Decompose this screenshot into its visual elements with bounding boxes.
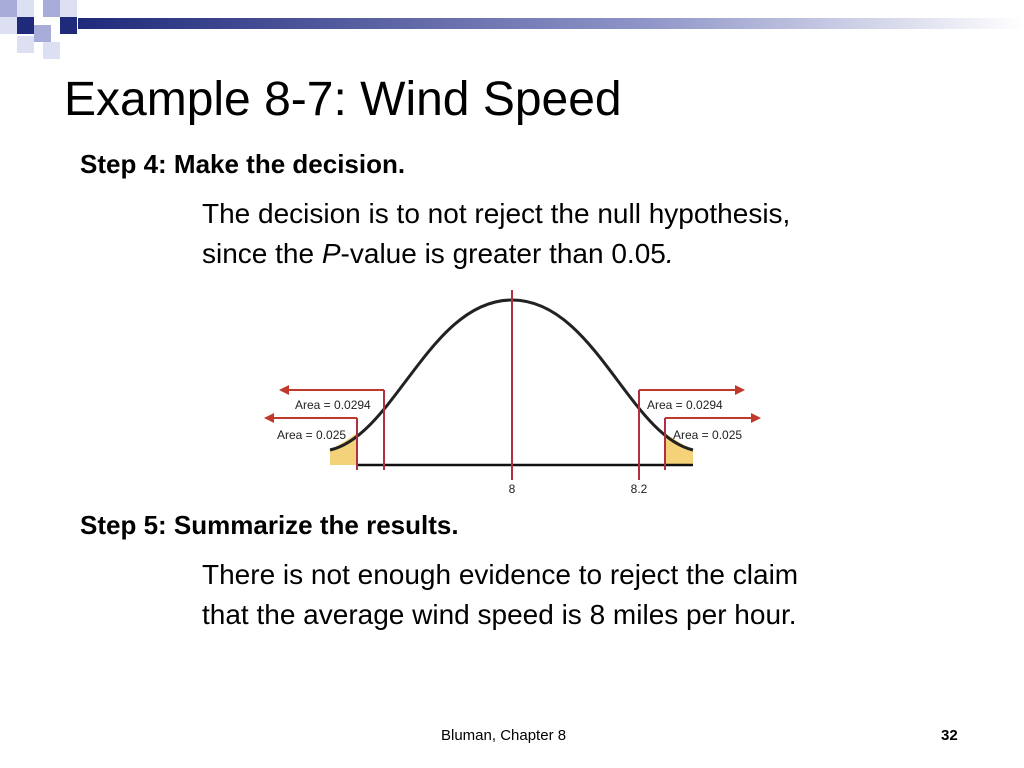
- right-alpha-arrowhead: [751, 413, 761, 423]
- step4-line2: [202, 234, 790, 274]
- tick-label-sample: 8.2: [630, 482, 648, 496]
- slide-title: Example 8-7: Wind Speed: [64, 73, 622, 126]
- left-pvalue-label: Area = 0.0294: [295, 398, 371, 412]
- deco-square: [0, 0, 17, 17]
- step4-heading: Step 4: Make the decision.: [80, 149, 406, 179]
- tick-label-mean: 8: [508, 482, 516, 496]
- right-alpha-label: Area = 0.025: [673, 428, 743, 442]
- right-pvalue-label: Area = 0.0294: [647, 398, 723, 412]
- right-pvalue-arrowhead: [735, 385, 745, 395]
- step5-line2: that the average wind speed is 8 miles per hour.: [202, 599, 797, 630]
- step4-body: [202, 194, 790, 274]
- p-symbol: P: [321, 238, 341, 269]
- normal-curve-diagram: [255, 285, 775, 500]
- deco-square: [60, 0, 77, 17]
- header-band: [78, 18, 1024, 29]
- footer-source: Bluman, Chapter 8: [441, 727, 567, 744]
- deco-square: [17, 36, 34, 53]
- step4-line1: The decision is to not reject the null hypothesis,: [202, 198, 791, 229]
- step5-body: [202, 555, 798, 635]
- deco-square: [43, 0, 60, 17]
- step5-line1: There is not enough evidence to reject the claim: [202, 559, 799, 590]
- header-decoration: [0, 0, 1024, 60]
- deco-square: [43, 42, 60, 59]
- normal-distribution-figure: [255, 285, 775, 500]
- step4-line2-suffix: -value is greater than 0.05: [340, 238, 666, 269]
- step4-line2-prefix: since the: [202, 238, 322, 269]
- step4-line2-end: .: [665, 238, 674, 269]
- deco-square: [17, 0, 34, 17]
- deco-square: [34, 25, 51, 42]
- deco-square: [60, 17, 77, 34]
- deco-square: [17, 17, 34, 34]
- page-number: 32: [941, 727, 958, 744]
- left-pvalue-arrowhead: [279, 385, 289, 395]
- deco-square: [0, 17, 17, 34]
- left-alpha-label: Area = 0.025: [277, 428, 347, 442]
- step5-heading: Step 5: Summarize the results.: [80, 510, 459, 540]
- left-alpha-arrowhead: [264, 413, 274, 423]
